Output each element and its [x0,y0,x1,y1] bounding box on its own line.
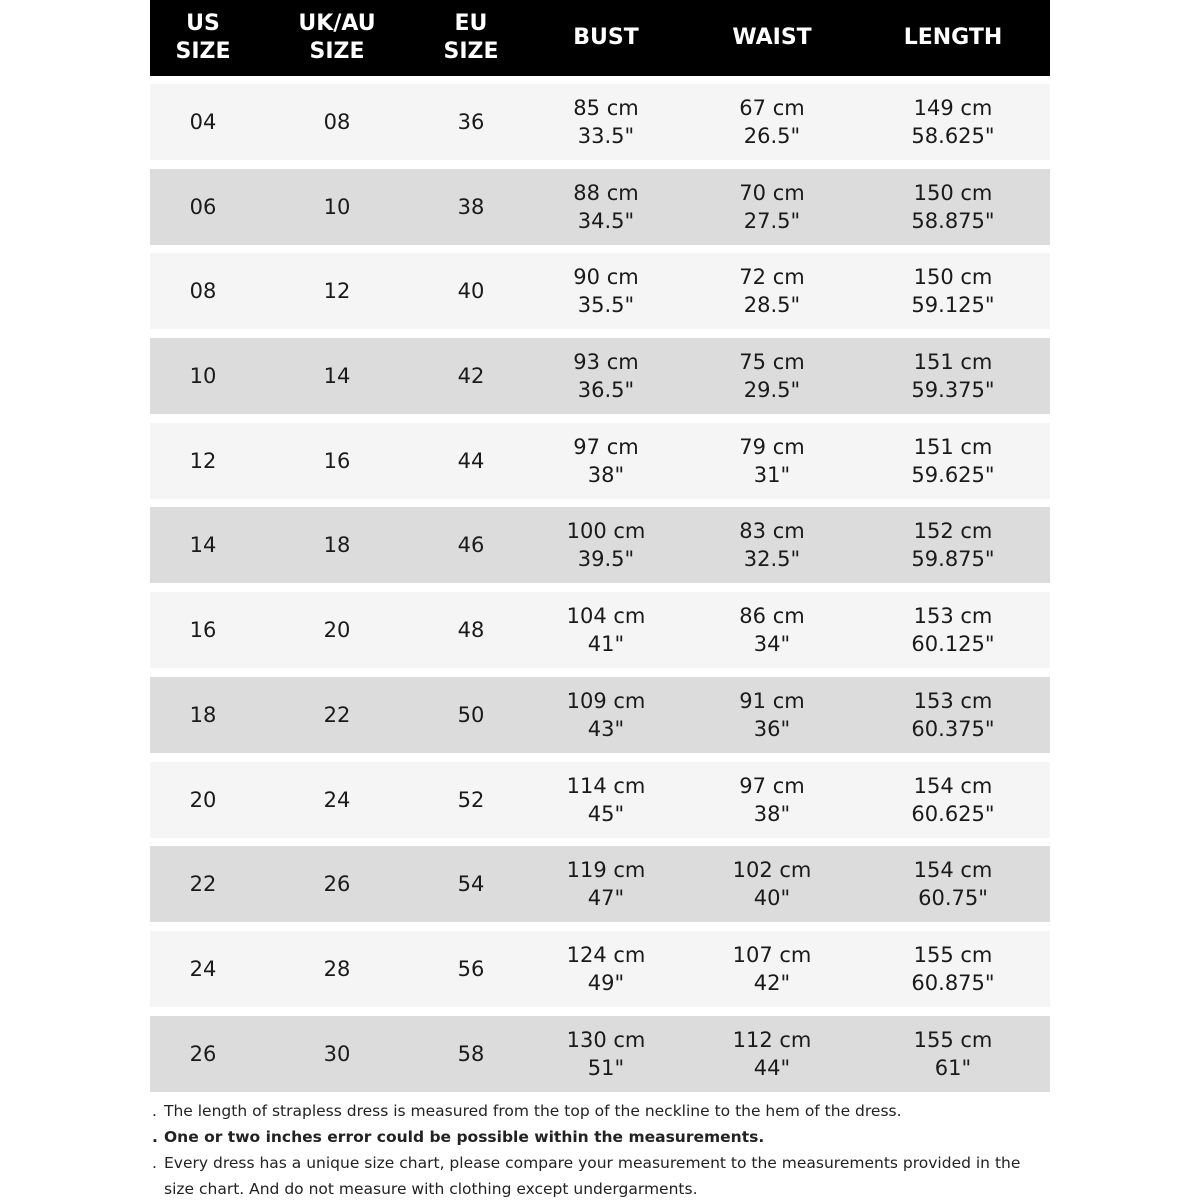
bust-cell: 88 cm 34.5" [573,180,639,233]
uk-au-size-cell: 18 [323,533,351,558]
eu-size-cell: 36 [457,110,485,134]
table-row [150,1016,1050,1092]
bullet-icon: . [152,1128,158,1146]
length-cell: 154 cm 60.75" [913,858,993,911]
bust-cell: 109 cm 43" [566,688,646,741]
eu-size-cell: 48 [457,618,485,643]
bullet-icon: . [152,1154,157,1172]
table-body [150,84,1050,1092]
bust-cell: 85 cm 33.5" [573,96,639,148]
header-length: LENGTH [903,25,1003,50]
waist-cell: 91 cm 36" [739,688,805,741]
length-cell: 155 cm 60.875" [911,942,995,995]
bust-cell: 114 cm 45" [566,773,646,826]
us-size-cell: 06 [189,194,217,219]
waist-cell: 70 cm 27.5" [739,180,805,233]
uk-au-size-cell: 22 [323,702,351,727]
eu-size-cell: 38 [457,194,485,219]
waist-cell: 86 cm 34" [739,604,805,657]
uk-au-size-cell: 16 [323,448,351,473]
waist-cell: 97 cm 38" [739,773,805,826]
table-row [150,338,1050,414]
bust-cell: 124 cm 49" [566,942,646,995]
table-header [150,0,1050,76]
us-size-cell: 08 [189,279,217,304]
notes-list [152,1098,1052,1202]
bust-cell: 100 cm 39.5" [566,519,646,572]
us-size-cell: 04 [189,110,217,134]
length-cell: 151 cm 59.625" [911,434,995,487]
table-row [150,931,1050,1007]
table-row [150,677,1050,753]
us-size-cell: 20 [189,787,217,812]
eu-size-cell: 42 [457,364,485,389]
us-size-cell: 14 [189,533,217,558]
bust-cell: 119 cm 47" [566,858,646,911]
waist-cell: 107 cm 42" [732,942,812,995]
uk-au-size-cell: 28 [323,956,351,981]
waist-cell: 83 cm 32.5" [739,519,805,572]
table-row [150,507,1050,583]
length-cell: 153 cm 60.125" [911,604,995,657]
length-cell: 149 cm 58.625" [911,96,995,148]
uk-au-size-cell: 08 [323,110,351,134]
waist-cell: 102 cm 40" [732,858,812,911]
header-waist: WAIST [732,25,812,50]
table-row [150,169,1050,245]
header-eu-size: EU SIZE [443,11,499,64]
uk-au-size-cell: 12 [323,279,351,304]
uk-au-size-cell: 10 [323,194,351,219]
header-bust: BUST [573,25,639,50]
length-cell: 154 cm 60.625" [911,773,995,826]
bust-cell: 104 cm 41" [566,604,646,657]
bullet-icon: . [152,1102,157,1120]
bust-cell: 97 cm 38" [573,434,639,487]
bust-cell: 93 cm 36.5" [573,350,639,403]
eu-size-cell: 52 [457,787,485,812]
length-cell: 150 cm 58.875" [911,180,995,233]
us-size-cell: 12 [189,448,217,473]
table-row [150,762,1050,838]
header-uk-au-size: UK/AU SIZE [298,11,376,64]
us-size-cell: 26 [189,1041,217,1066]
length-cell: 152 cm 59.875" [911,519,995,572]
uk-au-size-cell: 14 [323,364,351,389]
table-row [150,84,1050,160]
eu-size-cell: 44 [457,448,485,473]
bust-cell: 90 cm 35.5" [573,265,639,318]
us-size-cell: 18 [189,702,217,727]
eu-size-cell: 50 [457,702,485,727]
note-item [152,1150,1052,1202]
note-text: The length of strapless dress is measured from the top of the neckline to the hem of the dress. [164,1102,902,1120]
size-chart-table [150,0,1050,1100]
length-cell: 153 cm 60.375" [911,688,995,741]
note-item [152,1098,1052,1124]
length-cell: 151 cm 59.375" [911,350,995,403]
uk-au-size-cell: 20 [323,618,351,643]
waist-cell: 67 cm 26.5" [739,96,805,148]
table-row [150,253,1050,329]
us-size-cell: 22 [189,872,217,897]
waist-cell: 79 cm 31" [739,434,805,487]
table-row [150,592,1050,668]
note-item [152,1124,1052,1150]
waist-cell: 72 cm 28.5" [739,265,805,318]
uk-au-size-cell: 24 [323,787,351,812]
table-row [150,423,1050,499]
eu-size-cell: 58 [457,1041,485,1066]
us-size-cell: 16 [189,618,217,643]
table-row [150,846,1050,922]
length-cell: 150 cm 59.125" [911,265,995,318]
waist-cell: 75 cm 29.5" [739,350,805,403]
length-cell: 155 cm 61" [913,1027,993,1080]
eu-size-cell: 56 [457,956,485,981]
note-text: Every dress has a unique size chart, please compare your measurement to the measurements provided in the size chart. And do not measure with clothing except undergarments. [164,1154,1021,1198]
eu-size-cell: 46 [457,533,485,558]
waist-cell: 112 cm 44" [732,1027,812,1080]
bust-cell: 130 cm 51" [566,1027,646,1080]
note-text: One or two inches error could be possible within the measurements. [164,1128,765,1146]
uk-au-size-cell: 26 [323,872,351,897]
eu-size-cell: 40 [457,279,485,304]
header-us-size: US SIZE [175,11,231,64]
uk-au-size-cell: 30 [323,1041,351,1066]
eu-size-cell: 54 [457,872,485,897]
us-size-cell: 24 [189,956,217,981]
us-size-cell: 10 [189,364,217,389]
